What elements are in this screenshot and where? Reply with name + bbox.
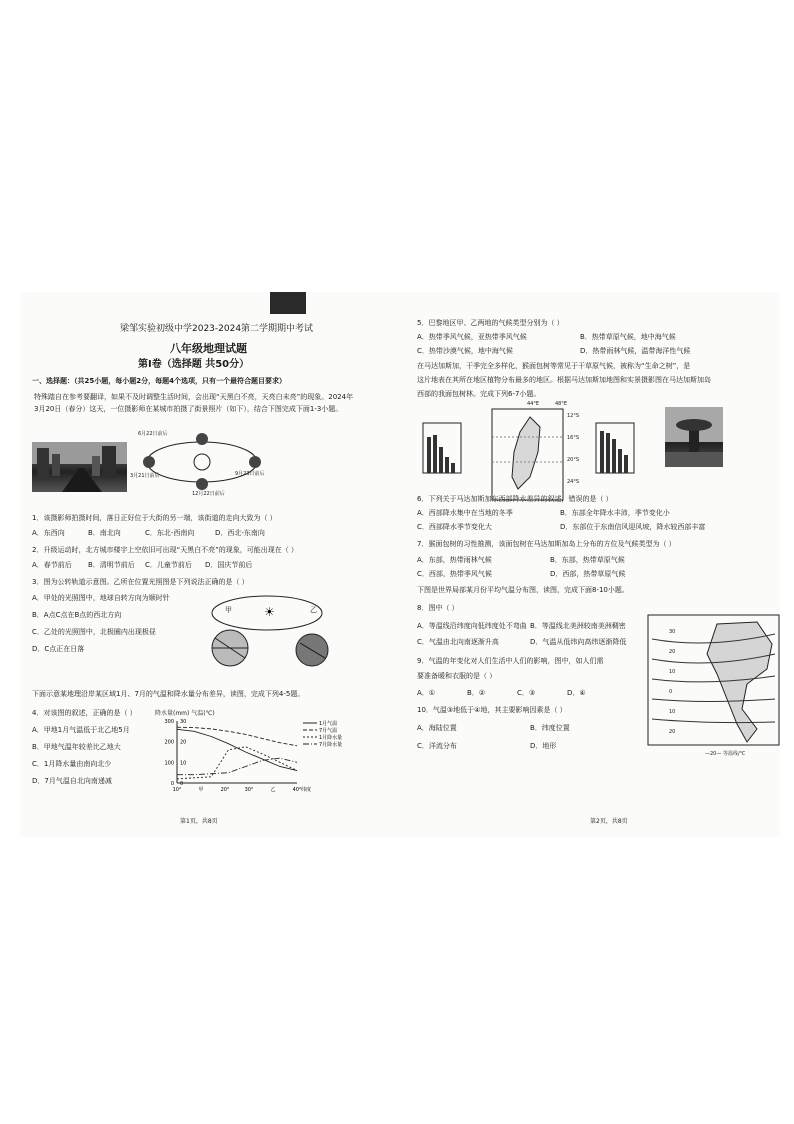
series-line — [177, 729, 297, 770]
street-photo — [32, 442, 127, 492]
q6-option: D．东部位于东南信风迎风坡，降水较西部丰富 — [560, 523, 706, 531]
q7-option: C．西部，热带季风气候 — [417, 570, 492, 578]
legend-label: 1月降水量 — [319, 735, 343, 741]
question-10: 10．气温③地低于④地，其主要影响因素是（ ） — [417, 706, 567, 714]
q4-option: C．1月降水量由南向北少 — [32, 760, 112, 768]
q9-option: A．① — [417, 689, 436, 697]
map-legend: —20— 等温线/℃ — [705, 751, 746, 757]
q3-option: B．A点C点在B点的西北方向 — [32, 611, 122, 619]
map-lon-label: 44°E — [527, 401, 540, 407]
map-intro: 下图是世界局部某月份平均气温分布图，读图，完成下面8-10小题。 — [417, 586, 629, 594]
q3-option: A．甲处的光照图中，地球自转方向为顺时针 — [32, 594, 170, 602]
x-tick-label: 10° — [172, 787, 182, 793]
q5-option: C．热带沙漠气候，地中海气候 — [417, 347, 513, 355]
y2-tick-label: 20 — [180, 739, 187, 746]
legend-label: 1月气温 — [319, 721, 338, 727]
q8-option: C．气温由北向南逐渐升高 — [417, 638, 499, 646]
q2-option: C．儿童节前后 — [145, 561, 192, 569]
paper-title: 八年级地理试题 — [170, 342, 247, 355]
q10-option: D．地形 — [530, 742, 557, 750]
q5-option: B．热带草原气候，地中海气候 — [580, 333, 676, 341]
climate-chart-small-2 — [590, 417, 638, 479]
intro-line-1: 特殊踏自在参考要翻译，如果不及时调整生活时间，会出现“天黑白不亮，天亮白未亮”的现象。2024年 — [34, 393, 354, 401]
climate-chart — [155, 717, 370, 802]
series-line — [177, 727, 297, 746]
baobab-photo — [665, 407, 723, 467]
q4-option: A．甲地1月气温低于北乙地5月 — [32, 726, 130, 734]
intro-line-3: 西部的我面包树林。完成下列6-7小题。 — [417, 390, 541, 398]
x-axis-label: 纬度 — [301, 787, 312, 793]
globe-diagram — [200, 588, 335, 678]
question-4: 4．对该图的叙述，正确的是（ ） — [32, 709, 137, 717]
binder-clip — [270, 292, 306, 314]
q9-option: D．④ — [567, 689, 586, 697]
isotherm-label: 10 — [669, 669, 676, 675]
q8-option: D．气温从低纬向高纬逐渐降低 — [530, 638, 627, 646]
q1-option: D．西北-东南向 — [215, 529, 265, 537]
isotherm-label: 30 — [669, 629, 676, 635]
question-5: 5．巴黎地区甲、乙两地的气候类型分别为（ ） — [417, 319, 564, 327]
isotherm-label: 0 — [669, 689, 673, 695]
q9-option: C．③ — [517, 689, 536, 697]
chart-intro: 下面示意某地理沿岸某区域1月、7月的气温和降水量分布差异，读图，完成下列4-5题。 — [32, 690, 305, 698]
map-lat-label: 12°S — [567, 413, 580, 419]
q7-option: A．东部，热带雨林气候 — [417, 556, 492, 564]
question-9-line-2: 要准备暖和衣服的是（ ） — [417, 672, 497, 680]
climate-chart-small-1 — [417, 417, 465, 479]
q8-option: B．等温线北美洲较南美洲稠密 — [530, 622, 626, 630]
isotherm-label: 20 — [669, 649, 676, 655]
q5-option: A．热带季风气候，亚热带季风气候 — [417, 333, 527, 341]
street-photo-art — [32, 442, 127, 492]
q5-option: D．热带雨林气候，温带海洋性气候 — [580, 347, 691, 355]
map-lat-label: 20°S — [567, 457, 580, 463]
map-lat-label: 24°S — [567, 479, 580, 485]
y-tick-label: 200 — [164, 739, 174, 746]
q6-option: A．西部降水集中在当地的冬季 — [417, 509, 513, 517]
x-tick-label: 甲 — [198, 787, 204, 793]
instruction: 一、选择题：（共25小题，每小题2分，每题4个选项，只有一个最符合题目要求） — [32, 377, 286, 385]
q3-option: D．C点正在日落 — [32, 645, 85, 653]
intro-line-1: 在马达加斯加，干季完全多样化，猴面包树等常见于干草原气候，被称为“生命之树”，是 — [417, 362, 691, 370]
q1-option: C．东北-西南向 — [145, 529, 195, 537]
left-page — [20, 292, 400, 837]
q3-option: C．乙处的光照图中，北极圈内出现极昼 — [32, 628, 156, 636]
question-2: 2．升级运动时，北方城市楼宇上空依旧可出现“天黑白不亮”的现象，可能出现在（ ） — [32, 546, 298, 554]
y-tick-label: 100 — [164, 760, 174, 767]
globe-label-yi: 乙 — [310, 606, 317, 614]
exam-sheet — [20, 292, 780, 837]
q2-option: A．春节前后 — [32, 561, 72, 569]
q10-option: B．纬度位置 — [530, 724, 570, 732]
q2-option: D．国庆节前后 — [205, 561, 253, 569]
series-line — [177, 747, 297, 779]
right-footer: 第2页，共8页 — [590, 818, 628, 825]
q10-option: C．洋流分布 — [417, 742, 457, 750]
isotherm-label: 10 — [669, 709, 676, 715]
globe-label-jia: 甲 — [225, 606, 232, 614]
y-tick-label: 300 — [164, 719, 174, 725]
q1-option: A．东西向 — [32, 529, 65, 537]
question-9-line-1: 9．气温的年变化对人们生活中人们的影响，图中，如人们需 — [417, 657, 604, 665]
orbit-label: 9月23日前后 — [235, 471, 265, 477]
question-7: 7．猴面包树的习性推测，该面包树在马达加斯加岛上分布的方位及气候类型为（ ） — [417, 540, 676, 548]
x-tick-label: 20° — [220, 787, 230, 793]
q1-option: B．南北向 — [88, 529, 121, 537]
x-tick-label: 30° — [244, 787, 254, 793]
map-lon-label: 48°E — [555, 401, 568, 407]
isotherm-label: 20 — [669, 729, 676, 735]
question-3: 3．图为公转轨道示意图。乙所在位置光照图是下列说法正确的是（ ） — [32, 578, 249, 586]
q4-option: B．甲地气温年较差比乙地大 — [32, 743, 121, 751]
orbit-label: 6月22日前后 — [138, 431, 168, 437]
q8-option: A．等温线沿纬度向低纬度处不弯曲 — [417, 622, 527, 630]
q6-option: B．东部全年降水丰沛，季节变化小 — [560, 509, 670, 517]
x-tick-label: 40° — [292, 787, 302, 793]
orbit-label: 12月22日前后 — [192, 491, 225, 497]
y2-tick-label: 10 — [180, 760, 187, 767]
q2-option: B．清明节前后 — [88, 561, 135, 569]
y2-tick-label: 30 — [180, 719, 187, 725]
question-8: 8．图中（ ） — [417, 604, 459, 612]
right-page — [415, 292, 780, 837]
q7-option: D．西部，热带草原气候 — [550, 570, 626, 578]
intro-line-2: 这片地表在其所在地区植物分布最多的地区。根据马达加斯加地图和实景摄影图在马达加斯加岛 — [417, 376, 711, 384]
orbit-label: 3月21日前后 — [130, 473, 160, 479]
baobab-art — [665, 407, 723, 467]
q10-option: A．海陆位置 — [417, 724, 457, 732]
question-6: 6．下列关于马达加斯加东西部降水差异的叙述，错误的是（ ） — [417, 495, 613, 503]
svg-text:☀: ☀ — [264, 605, 275, 619]
intro-line-2: 3月20日（春分）这天，一位摄影师在某城市拍摄了街景照片（如下），结合下图完成下面1-3小题。 — [34, 405, 343, 413]
y-tick-label: 0 — [170, 781, 174, 787]
madagascar-map — [490, 407, 565, 502]
isotherm-map — [647, 614, 780, 764]
question-1: 1．该摄影师拍摄时间，落日正好位于大街的另一端，该街道的走向大致为（ ） — [32, 514, 277, 522]
legend-label: 7月气温 — [319, 728, 338, 734]
chart-ylabel: 降水量(mm) 气温(℃) — [155, 710, 215, 717]
q7-option: B．东部，热带草原气候 — [550, 556, 625, 564]
section-title: 第Ⅰ卷（选择题 共50分） — [138, 359, 250, 370]
map-lat-label: 16°S — [567, 435, 580, 441]
exam-header: 梁邹实验初级中学2023-2024第二学期期中考试 — [120, 324, 314, 334]
left-footer: 第1页，共8页 — [180, 818, 218, 825]
q9-option: B．② — [467, 689, 486, 697]
x-tick-label: 乙 — [270, 787, 276, 793]
legend-label: 7月降水量 — [319, 742, 343, 748]
q4-option: D．7月气温自北向南递减 — [32, 777, 112, 785]
q6-option: C．西部降水季节变化大 — [417, 523, 492, 531]
y2-tick-label: 0 — [180, 781, 184, 787]
